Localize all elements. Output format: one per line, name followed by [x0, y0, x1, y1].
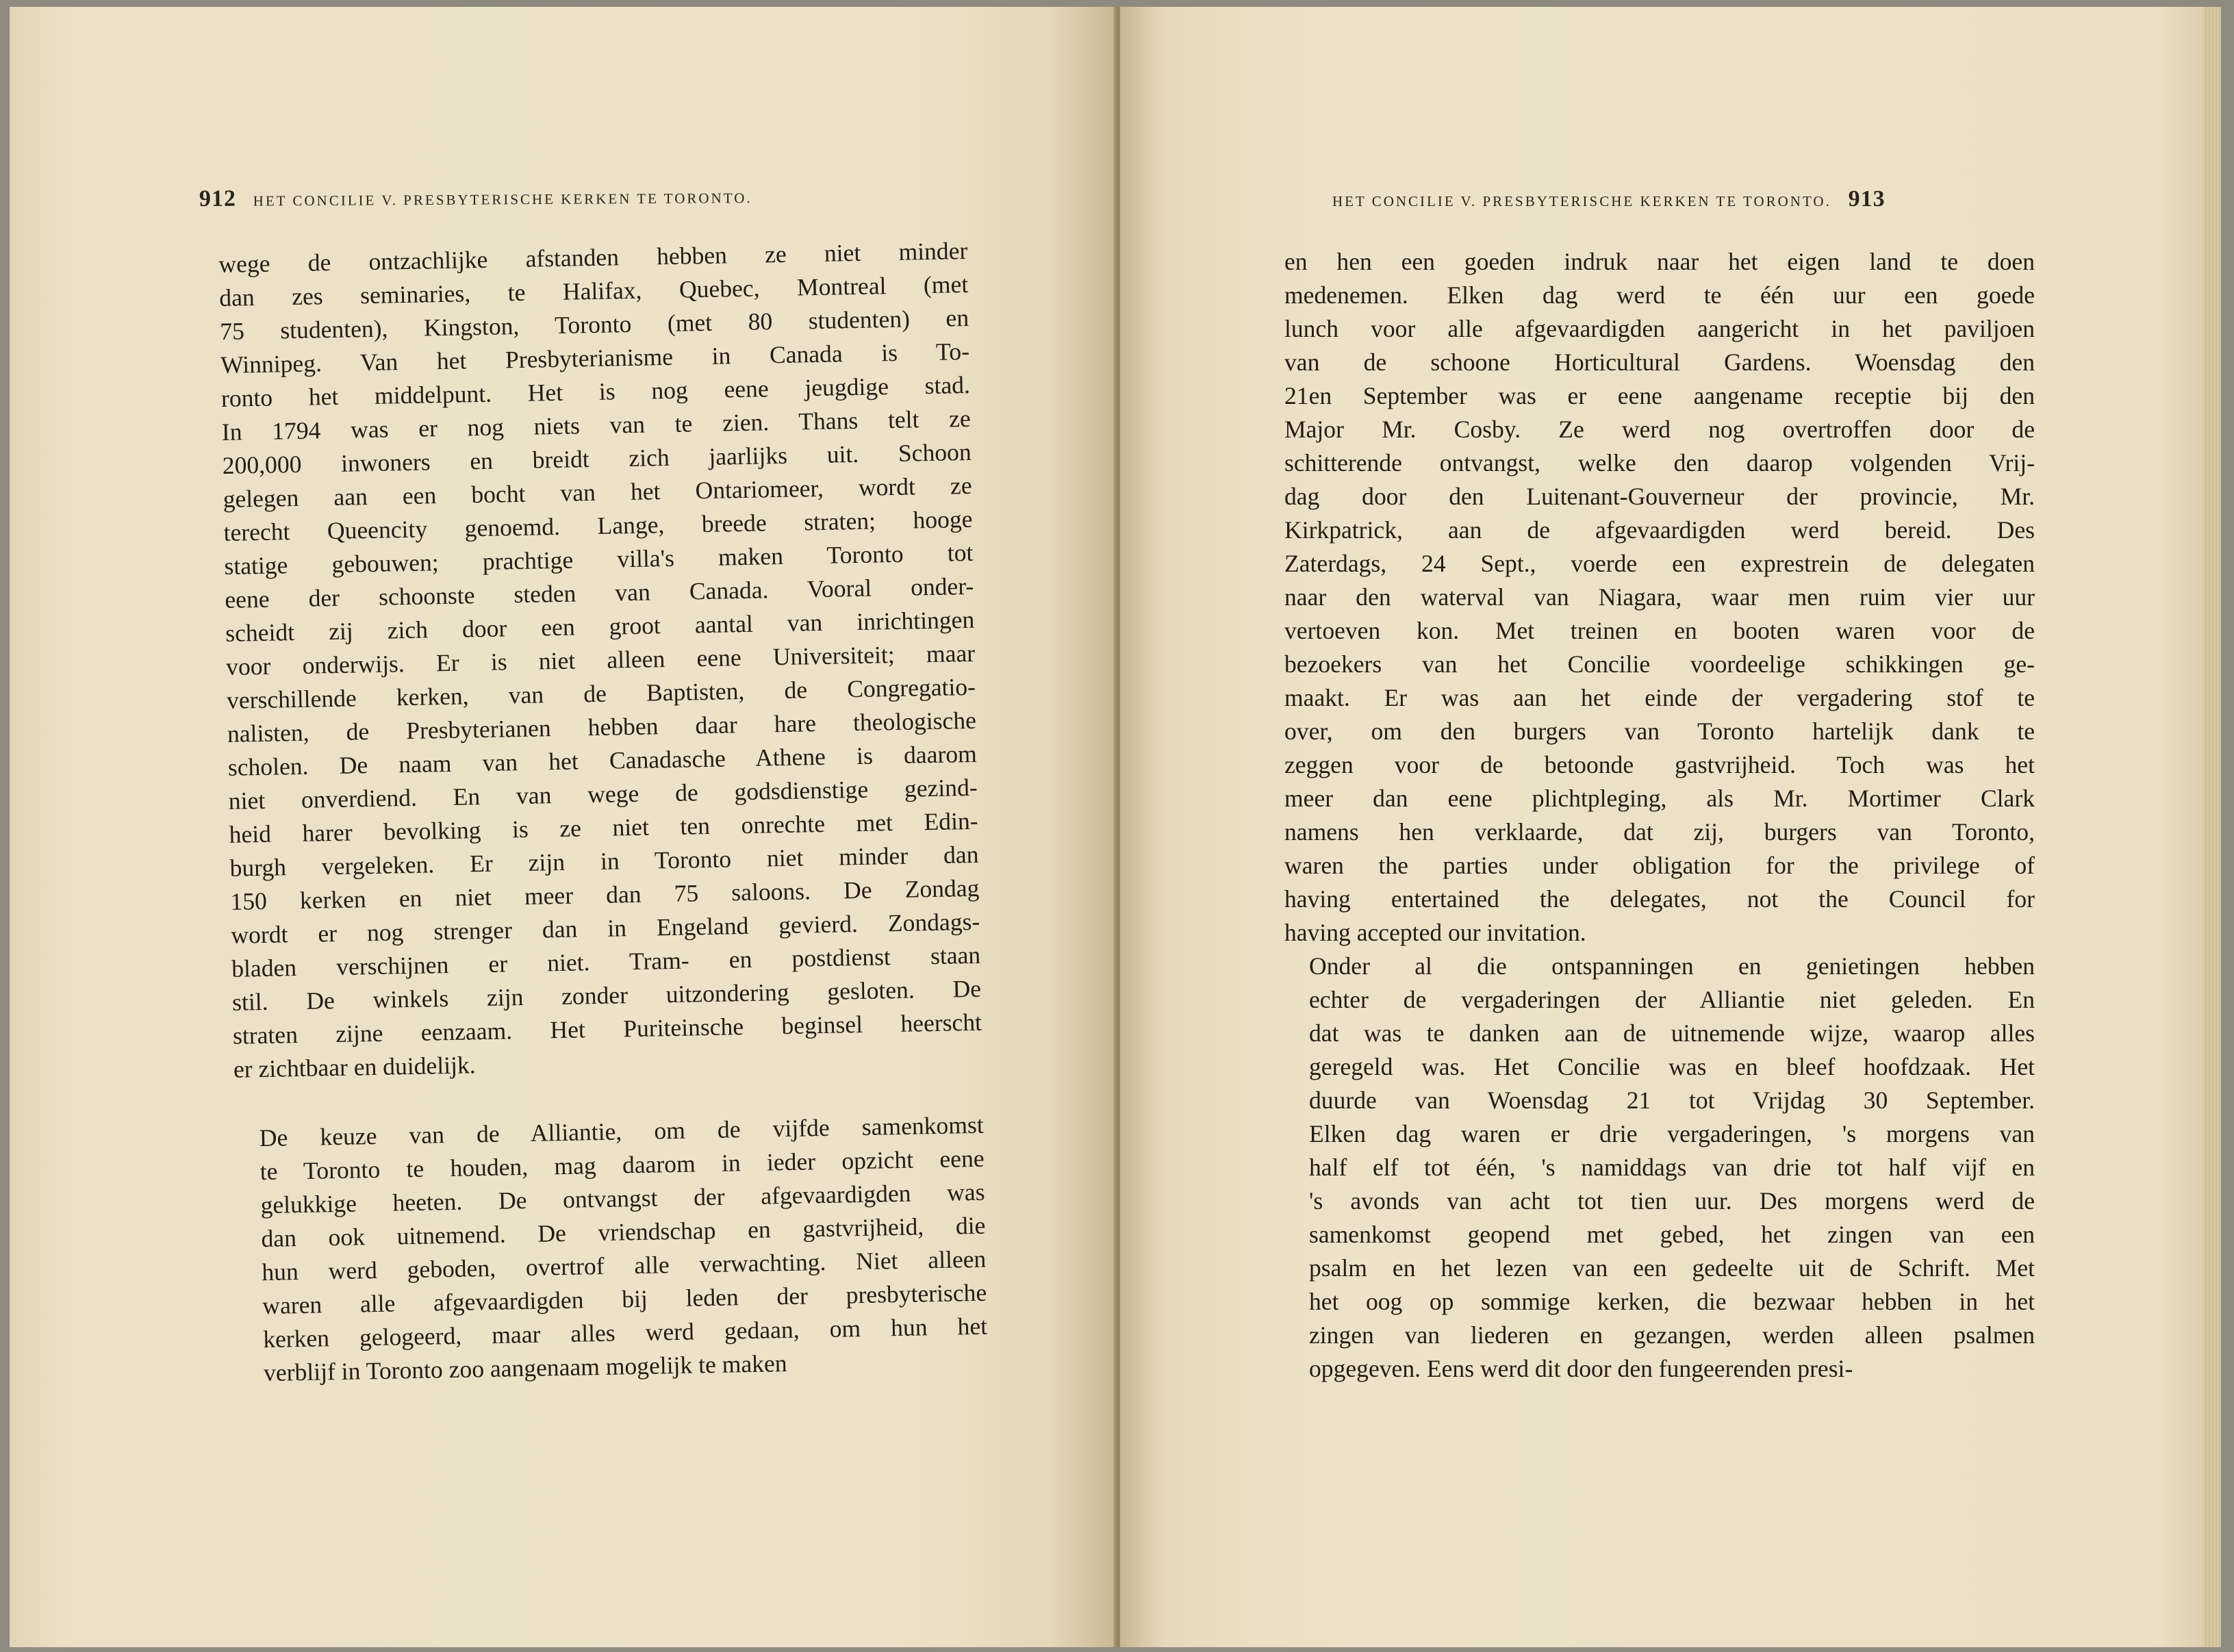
text-line: over, om den burgers van Toronto hartelijk dank te — [1284, 717, 2035, 745]
text-line: eene der schoonste steden van Canada. Vooral onder- — [225, 572, 974, 613]
text-line: scholen. De naam van het Canadasche Athene is daarom — [227, 739, 978, 781]
text-line: verschillende kerken, van de Baptisten, de Congregatio- — [226, 672, 976, 714]
text-line: 200,000 inwoners en breidt zich jaarlijks uit. Schoon — [222, 437, 972, 479]
text-line: burgh vergeleken. Er zijn in Toronto niet minder dan — [229, 840, 979, 882]
text-line: verblijf in Toronto zoo aangenaam mogelijk te maken — [263, 1349, 787, 1387]
text-line: lunch voor alle afgevaardigden aangericht in het paviljoen — [1284, 315, 2035, 342]
text-line: waren alle afgevaardigden bij leden der presbyterische — [262, 1278, 987, 1320]
text-line: heid harer bevolking is ze niet ten onrechte met Edin- — [229, 806, 978, 848]
right-paragraph-1 — [1284, 245, 2035, 950]
text-line: wordt er nog strenger dan in Engeland gevierd. Zondags- — [231, 907, 980, 949]
text-line: having entertained the delegates, not the Council for — [1284, 885, 2035, 913]
text-line: dan zes seminaries, te Halifax, Quebec, Montreal (met — [218, 270, 969, 312]
text-line: echter de vergaderingen der Alliantie niet geleden. En — [1309, 986, 2035, 1013]
text-line: having accepted our invitation. — [1284, 919, 1586, 946]
text-line: opgegeven. Eens werd dit door den fungeerenden presi- — [1309, 1355, 1853, 1382]
text-line: namens hen verklaarde, dat zij, burgers van Toronto, — [1284, 818, 2035, 846]
right-running-head — [1332, 186, 1886, 212]
left-page-number: 912 — [199, 186, 237, 212]
right-body-text — [1284, 245, 2035, 1386]
text-line: samenkomst geopend met gebed, het zingen van een — [1309, 1221, 2035, 1248]
left-paragraph-1 — [218, 234, 982, 1086]
left-paragraph-2 — [234, 1108, 988, 1390]
text-line: gelegen aan een bocht van het Ontariomeer, wordt ze — [223, 471, 972, 513]
text-line: schitterende ontvangst, welke den daarop volgenden Vrij- — [1284, 449, 2035, 476]
text-line: Onder al die ontspanningen en genietingen hebben — [1309, 952, 2035, 980]
text-line: In 1794 was er nog niets van te zien. Thans telt ze — [221, 404, 972, 446]
left-page — [10, 7, 1115, 1647]
right-head-title: HET CONCILIE V. PRESBYTERISCHE KERKEN TE TORONTO. — [1332, 193, 1831, 209]
text-line: psalm en het lezen van een gedeelte uit de Schrift. Met — [1309, 1254, 2035, 1282]
text-line: en hen een goeden indruk naar het eigen land te doen — [1284, 248, 2035, 275]
text-line: Kirkpatrick, aan de afgevaardigden werd bereid. Des — [1284, 516, 2035, 544]
text-line: hun werd geboden, overtrof alle verwachting. Niet alleen — [262, 1245, 987, 1286]
text-line: zingen van liederen en gezangen, werden alleen psalmen — [1309, 1321, 2035, 1349]
text-line: geregeld was. Het Concilie was en bleef hoofdzaak. Het — [1309, 1053, 2035, 1080]
text-line: half elf tot één, 's namiddags van drie tot half vijf en — [1309, 1154, 2035, 1181]
text-line: Elken dag waren er drie vergaderingen, 's morgens van — [1309, 1120, 2035, 1147]
text-line: straten zijne eenzaam. Het Puriteinsche beginsel heerscht — [232, 1008, 982, 1050]
text-line: statige gebouwen; prachtige villa's maken Toronto tot — [224, 538, 974, 580]
text-line: dat was te danken aan de uitnemende wijze, waarop alles — [1309, 1019, 2035, 1047]
book-spread — [10, 7, 2221, 1647]
page-edge — [2203, 7, 2221, 1647]
text-line: maakt. Er was aan het einde der vergadering stof te — [1284, 684, 2035, 711]
text-line: 150 kerken en niet meer dan 75 saloons. De Zondag — [230, 874, 980, 915]
text-line: waren the parties under obligation for the privilege of — [1284, 852, 2035, 879]
text-line: duurde van Woensdag 21 tot Vrijdag 30 September. — [1309, 1086, 2035, 1114]
text-line: 21en September was er eene aangename receptie bij den — [1284, 382, 2035, 409]
right-page — [1120, 7, 2221, 1647]
text-line: dan ook uitnemend. De vriendschap en gastvrijheid, die — [261, 1211, 986, 1253]
text-line: voor onderwijs. Er is niet alleen eene Universiteit; maar — [225, 639, 976, 681]
text-line: zeggen voor de betoonde gastvrijheid. Toch was het — [1284, 751, 2035, 778]
text-line: medenemen. Elken dag werd te één uur een goede — [1284, 281, 2035, 309]
text-line: meer dan eene plichtpleging, als Mr. Mortimer Clark — [1284, 785, 2035, 812]
left-body-text — [218, 234, 988, 1390]
text-line: bladen verschijnen er niet. Tram- en postdienst staan — [231, 941, 981, 982]
text-line: dag door den Luitenant-Gouverneur der provincie, Mr. — [1284, 483, 2035, 510]
text-line: Major Mr. Cosby. Ze werd nog overtroffen door de — [1284, 416, 2035, 443]
text-line: Zaterdags, 24 Sept., voerde een exprestrein de delegaten — [1284, 550, 2035, 577]
text-line: ronto het middelpunt. Het is nog eene jeugdige stad. — [220, 370, 971, 412]
right-paragraph-2 — [1284, 950, 2035, 1386]
right-page-number: 913 — [1848, 186, 1886, 212]
text-line: er zichtbaar en duidelijk. — [233, 1051, 476, 1083]
left-head-title: HET CONCILIE V. PRESBYTERISCHE KERKEN TE TORONTO. — [253, 190, 752, 209]
text-line: De keuze van de Alliantie, om de vijfde samenkomst — [259, 1110, 985, 1152]
text-line: nalisten, de Presbyterianen hebben daar hare theologische — [227, 706, 977, 748]
text-line: 75 studenten), Kingston, Toronto (met 80 studenten) en — [219, 303, 969, 345]
text-line: vertoeven kon. Met treinen en booten waren voor de — [1284, 617, 2035, 644]
text-line: gelukkige heeten. De ontvangst der afgevaardigden was — [260, 1178, 985, 1219]
text-line: scheidt zij zich door een groot aantal van inrichtingen — [225, 605, 975, 647]
text-line: kerken gelogeerd, maar alles werd gedaan, om hun het — [262, 1312, 988, 1354]
text-line: niet onverdiend. En van wege de godsdienstige gezind- — [228, 773, 978, 815]
text-line: Winnipeg. Van het Presbyterianisme in Canada is To- — [220, 337, 970, 379]
text-line: het oog op sommige kerken, die bezwaar hebben in het — [1309, 1288, 2035, 1315]
text-line: te Toronto te houden, mag daarom in ieder opzicht eene — [259, 1144, 985, 1186]
text-line: van de schoone Horticultural Gardens. Woensdag den — [1284, 348, 2035, 376]
text-line: naar den waterval van Niagara, waar men ruim vier uur — [1284, 583, 2035, 611]
text-line: bezoekers van het Concilie voordeelige schikkingen ge- — [1284, 650, 2035, 678]
text-line: 's avonds van acht tot tien uur. Des morgens werd de — [1309, 1187, 2035, 1215]
left-running-head — [199, 183, 752, 212]
text-line: wege de ontzachlijke afstanden hebben ze niet minder — [218, 236, 968, 278]
text-line: stil. De winkels zijn zonder uitzondering gesloten. De — [231, 974, 982, 1016]
text-line: terecht Queencity genoemd. Lange, breede straten; hooge — [223, 505, 973, 546]
